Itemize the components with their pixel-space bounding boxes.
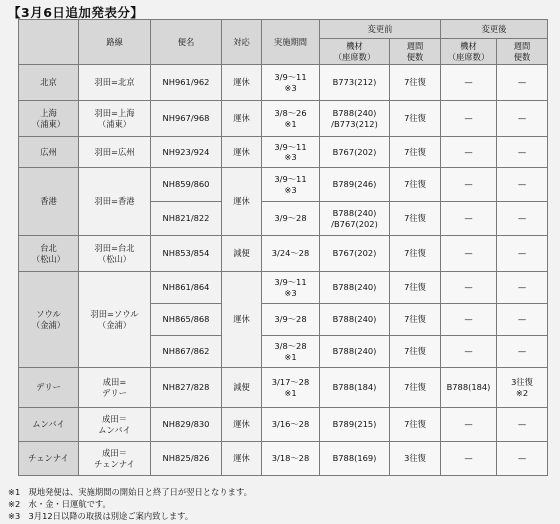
aircraft-cell	[320, 137, 390, 168]
period-cell-line: 3/9～11	[274, 72, 307, 83]
aircraft-cell	[320, 272, 390, 304]
aircraft-cell	[320, 236, 390, 272]
schedule-body	[19, 65, 548, 476]
period-cell	[262, 368, 320, 408]
weekly-cell: 7往復	[390, 336, 441, 368]
period-cell-line: 3/9～11	[274, 277, 307, 288]
header-before: 変更前	[320, 20, 441, 39]
city-cell-line: （松山）	[31, 253, 66, 264]
after-aircraft-cell: B788(184)	[441, 368, 497, 408]
aircraft-cell-line: /B767(202)	[331, 218, 378, 229]
flight-cell: NH853/854	[151, 236, 222, 272]
aircraft-cell-line: B767(202)	[332, 248, 377, 259]
period-cell-line: 3/18～28	[271, 453, 310, 464]
city-cell-line: （金浦）	[31, 319, 66, 330]
after-aircraft-cell: —	[441, 408, 497, 442]
weekly-cell: 7往復	[390, 272, 441, 304]
route-cell-line: 成田＝	[102, 448, 127, 459]
action-cell: 減便	[222, 236, 262, 272]
after-aircraft-cell: —	[441, 442, 497, 476]
route-cell-line: 成田＝	[102, 414, 127, 425]
header-seats-line: （座席数）	[333, 51, 376, 62]
table-row	[19, 272, 548, 304]
city-cell-line: チェンナイ	[28, 453, 69, 464]
flight-cell: NH821/822	[151, 202, 222, 236]
table-row	[19, 442, 548, 476]
aircraft-cell-line: B788(240)	[332, 282, 377, 293]
after-aircraft-cell: —	[441, 168, 497, 202]
period-cell-line: ※3	[284, 82, 297, 93]
action-cell: 運休	[222, 137, 262, 168]
period-cell-line: 3/24～28	[271, 248, 310, 259]
aircraft-cell-line: B788(240)	[332, 346, 377, 357]
city-cell	[19, 101, 79, 137]
aircraft-cell	[320, 368, 390, 408]
period-cell-line: 3/9～28	[274, 314, 307, 325]
period-cell-line: 3/9～11	[274, 174, 307, 185]
after-aircraft-cell: —	[441, 304, 497, 336]
flight-cell: NH859/860	[151, 168, 222, 202]
period-cell	[262, 442, 320, 476]
table-row	[19, 368, 548, 408]
city-cell-line: ソウル	[36, 309, 61, 320]
period-cell	[262, 304, 320, 336]
aircraft-cell	[320, 101, 390, 137]
action-cell: 運休	[222, 442, 262, 476]
after-weekly-cell-line: ※2	[515, 387, 529, 398]
period-cell	[262, 272, 320, 304]
table-row	[19, 408, 548, 442]
header-before-weekly	[390, 39, 441, 65]
route-cell	[79, 137, 151, 168]
period-cell	[262, 408, 320, 442]
city-cell	[19, 408, 79, 442]
header-aircraft-line: 機材	[346, 41, 363, 52]
city-cell	[19, 272, 79, 368]
flight-cell: NH923/924	[151, 137, 222, 168]
weekly-cell: 7往復	[390, 168, 441, 202]
route-cell-line: （金浦）	[97, 319, 132, 330]
aircraft-cell	[320, 442, 390, 476]
header-after-aircraft	[441, 39, 497, 65]
aircraft-cell	[320, 336, 390, 368]
table-row	[19, 168, 548, 202]
period-cell	[262, 137, 320, 168]
period-cell-line: ※3	[284, 152, 297, 162]
period-cell	[262, 168, 320, 202]
flight-change-table	[18, 19, 548, 476]
header-city-cell	[19, 20, 79, 65]
flight-cell: NH861/864	[151, 272, 222, 304]
route-cell	[79, 168, 151, 236]
header-seats-line: （座席数）	[447, 51, 490, 62]
city-cell-line: デリー	[36, 382, 61, 393]
weekly-cell: 7往復	[390, 65, 441, 101]
route-cell-line: 羽田=広州	[94, 146, 135, 157]
aircraft-cell	[320, 168, 390, 202]
after-weekly-cell: —	[497, 272, 548, 304]
city-cell-line: 台北	[40, 243, 57, 254]
period-cell-line: 3/9～28	[274, 213, 307, 224]
action-cell: 運休	[222, 168, 262, 236]
after-aircraft-cell: —	[441, 236, 497, 272]
city-cell	[19, 442, 79, 476]
weekly-cell: 7往復	[390, 368, 441, 408]
flight-cell: NH825/826	[151, 442, 222, 476]
route-cell-line: （松山）	[97, 253, 132, 264]
aircraft-cell-line: B788(240)	[332, 108, 377, 119]
period-cell	[262, 336, 320, 368]
after-weekly-cell: —	[497, 442, 548, 476]
table-row	[19, 236, 548, 272]
route-cell-line: デリー	[102, 387, 127, 398]
route-cell-line: チェンナイ	[94, 458, 135, 469]
after-weekly-cell: —	[497, 101, 548, 137]
period-cell-line: ※3	[284, 184, 297, 195]
weekly-cell: 7往復	[390, 101, 441, 137]
header-period: 実施期間	[262, 20, 320, 65]
city-cell-line: 香港	[40, 196, 57, 207]
period-cell	[262, 65, 320, 101]
flight-cell: NH967/968	[151, 101, 222, 137]
route-cell	[79, 236, 151, 272]
after-aircraft-cell: —	[441, 336, 497, 368]
aircraft-cell	[320, 65, 390, 101]
period-cell-line: ※1	[284, 387, 297, 398]
period-cell-line: ※1	[284, 351, 297, 362]
after-aircraft-cell: —	[441, 137, 497, 168]
city-cell	[19, 137, 79, 168]
aircraft-cell	[320, 202, 390, 236]
header-weekly-line: 週間	[513, 41, 531, 52]
weekly-cell: 7往復	[390, 408, 441, 442]
city-cell-line: 上海	[40, 108, 57, 119]
period-cell-line: ※1	[284, 118, 297, 129]
action-cell: 運休	[222, 101, 262, 137]
route-cell	[79, 408, 151, 442]
header-route: 路線	[79, 20, 151, 65]
flight-cell: NH865/868	[151, 304, 222, 336]
after-weekly-cell	[497, 368, 548, 408]
aircraft-cell-line: B788(169)	[332, 453, 377, 464]
after-weekly-cell: —	[497, 137, 548, 168]
action-cell: 運休	[222, 65, 262, 101]
aircraft-cell-line: B767(202)	[332, 146, 377, 157]
footnote-2: ※2 水・金・日運航です。	[8, 499, 111, 510]
after-aircraft-cell: —	[441, 101, 497, 137]
route-cell-line: ムンバイ	[98, 424, 131, 435]
action-cell: 運休	[222, 408, 262, 442]
aircraft-cell-line: B788(240)	[332, 314, 377, 325]
period-cell-line: 3/16～28	[271, 419, 310, 430]
period-cell-line: 3/8～26	[274, 108, 307, 119]
route-cell	[79, 368, 151, 408]
period-cell-line: ※3	[284, 287, 297, 298]
route-cell	[79, 272, 151, 368]
aircraft-cell-line: B788(240)	[332, 208, 377, 219]
after-weekly-cell: —	[497, 336, 548, 368]
route-cell-line: 羽田=北京	[94, 77, 135, 88]
flight-cell: NH961/962	[151, 65, 222, 101]
period-cell-line: 3/9～11	[274, 141, 307, 152]
header-after-weekly	[497, 39, 548, 65]
after-weekly-cell: —	[497, 236, 548, 272]
header-before-aircraft	[320, 39, 390, 65]
header-aircraft-line: 機材	[460, 41, 477, 52]
route-cell-line: 羽田=ソウル	[90, 309, 139, 320]
footnote-1: ※1 現地発便は、実施期間の開始日と終了日が翌日となります。	[8, 487, 252, 497]
table-row	[19, 65, 548, 101]
page-title: 【3月6日追加発表分】	[8, 5, 144, 20]
route-cell-line: 成田=	[102, 377, 127, 388]
table-row	[19, 137, 548, 168]
aircraft-cell-line: /B773(212)	[331, 118, 378, 129]
aircraft-cell-line: B788(184)	[332, 382, 377, 393]
after-aircraft-cell: —	[441, 202, 497, 236]
weekly-cell: 3往復	[390, 442, 441, 476]
action-cell: 減便	[222, 368, 262, 408]
header-flights-line: 便数	[513, 51, 531, 62]
city-cell-line: 広州	[40, 146, 57, 157]
header-flights-line: 便数	[406, 51, 424, 62]
route-cell	[79, 101, 151, 137]
header-after: 変更後	[441, 20, 548, 39]
header-weekly-line: 週間	[406, 41, 424, 52]
after-weekly-cell: —	[497, 65, 548, 101]
after-weekly-cell: —	[497, 202, 548, 236]
aircraft-cell	[320, 408, 390, 442]
header-flight: 便名	[151, 20, 222, 65]
flight-cell: NH827/828	[151, 368, 222, 408]
route-cell-line: 羽田=香港	[94, 196, 135, 207]
after-aircraft-cell: —	[441, 272, 497, 304]
action-cell: 運休	[222, 272, 262, 368]
after-weekly-cell: —	[497, 168, 548, 202]
flight-cell: NH829/830	[151, 408, 222, 442]
aircraft-cell-line: B789(246)	[332, 179, 377, 190]
table-row	[19, 101, 548, 137]
route-cell	[79, 442, 151, 476]
period-cell	[262, 236, 320, 272]
period-cell-line: 3/17～28	[271, 377, 310, 388]
weekly-cell: 7往復	[390, 236, 441, 272]
after-weekly-cell-line: 3往復	[511, 377, 533, 388]
city-cell	[19, 168, 79, 236]
aircraft-cell	[320, 304, 390, 336]
header-action: 対応	[222, 20, 262, 65]
city-cell-line: （浦東）	[31, 118, 66, 129]
city-cell-line: ムンバイ	[32, 419, 65, 430]
weekly-cell: 7往復	[390, 202, 441, 236]
period-cell-line: 3/8～28	[274, 341, 307, 352]
after-aircraft-cell: —	[441, 65, 497, 101]
period-cell	[262, 202, 320, 236]
footnotes	[8, 486, 252, 523]
aircraft-cell-line: B789(215)	[332, 419, 377, 430]
weekly-cell: 7往復	[390, 304, 441, 336]
city-cell	[19, 65, 79, 101]
flight-cell: NH867/862	[151, 336, 222, 368]
period-cell	[262, 101, 320, 137]
after-weekly-cell: —	[497, 408, 548, 442]
after-weekly-cell: —	[497, 304, 548, 336]
route-cell	[79, 65, 151, 101]
city-cell	[19, 368, 79, 408]
weekly-cell: 7往復	[390, 137, 441, 168]
route-cell-line: 羽田=台北	[94, 243, 135, 254]
footnote-3: ※3 3月12日以降の取扱は別途ご案内致します。	[8, 511, 194, 522]
route-cell-line: （浦東）	[97, 118, 132, 129]
aircraft-cell-line: B773(212)	[332, 77, 377, 88]
route-cell-line: 羽田=上海	[94, 108, 135, 119]
city-cell-line: 北京	[40, 77, 57, 88]
city-cell	[19, 236, 79, 272]
